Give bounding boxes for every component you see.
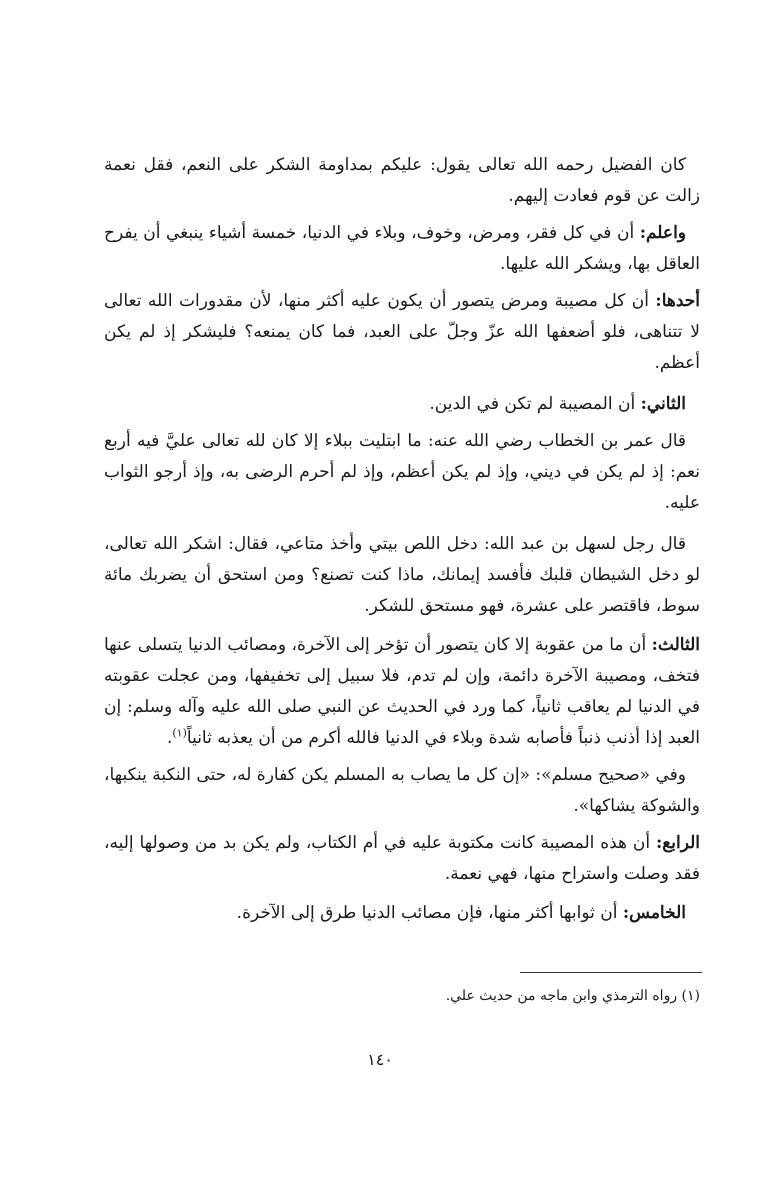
paragraph-text: أن ثوابها أكثر منها، فإن مصائب الدنيا طرق إلى الآخرة.	[236, 903, 623, 923]
paragraph-lead: أحدها:	[655, 291, 700, 311]
paragraph-text: قال عمر بن الخطاب رضي الله عنه: ما ابتليت ببلاء إلا كان لله تعالى عليَّ فيه أربع نعم: إذ لم يكن في ديني، وإذ لم يكن أعظم، وإذ لم أحرم الرضى به، وإذ أرجو الثواب عليه.	[104, 431, 700, 513]
paragraph-text: أن كل مصيبة ومرض يتصور أن يكون عليه أكثر منها، لأن مقدورات الله تعالى لا تتناهى، فلو أضعفها الله عزّ وجلّ على العبد، فما كان يمنعه؟ فليشكر إذ لم يكن أعظم.	[104, 291, 700, 373]
page-number: ١٤٠	[367, 1050, 393, 1069]
paragraph-fudayl	[104, 150, 700, 212]
paragraph-umar	[104, 426, 700, 519]
paragraph-muslim	[104, 760, 700, 822]
paragraph-third	[104, 630, 700, 754]
paragraph-lead: الثالث:	[651, 635, 700, 655]
paragraph-text: أن المصيبة لم تكن في الدين.	[429, 394, 641, 414]
paragraph-first	[104, 286, 700, 379]
footnote: (١) رواه الترمذي وابن ماجه من حديث علي.	[445, 988, 700, 1004]
paragraph-text: وفي «صحيح مسلم»: «إن كل ما يصاب به المسلم يكن كفارة له، حتى النكبة ينكبها، والشوكة يشاكها».	[104, 765, 700, 816]
paragraph-fourth	[104, 828, 700, 890]
paragraph-second	[104, 389, 700, 420]
paragraph-lead: الثاني:	[640, 394, 686, 414]
paragraph-text: أن هذه المصيبة كانت مكتوبة عليه في أم الكتاب، ولم يكن بد من وصولها إليه، فقد وصلت واستراح منها، فهي نعمة.	[104, 833, 700, 884]
footnote-divider	[520, 972, 702, 973]
footnote-marker: (١)	[172, 726, 187, 740]
paragraph-lead: واعلم:	[639, 223, 686, 243]
paragraph-know	[104, 218, 700, 280]
paragraph-text: أن ما من عقوبة إلا كان يتصور أن تؤخر إلى الآخرة، ومصائب الدنيا يتسلى عنها فتخف، ومصيبة الآخرة دائمة، وإن لم تدم، فلا سبيل إلى تخفيفها، ومن عجلت عقوبته في الدنيا لم يعاقب ثانياً، كما ورد في الحديث عن النبي صلى الله عليه وآله وسلم: إن العبد إذا أذنب ذنباً فأصابه شدة وبلاء في الدنيا فالله أكرم من أن يعذبه ثانياً	[104, 635, 700, 748]
paragraph-text: كان الفضيل رحمه الله تعالى يقول: عليكم بمداومة الشكر على النعم، فقل نعمة زالت عن قوم فعادت إليهم.	[104, 155, 700, 206]
paragraph-lead: الرابع:	[655, 833, 700, 853]
paragraph-fifth	[104, 898, 700, 929]
paragraph-sahl	[104, 529, 700, 622]
paragraph-lead: الخامس:	[622, 903, 686, 923]
page-body	[104, 150, 700, 935]
paragraph-text: أن في كل فقر، ومرض، وخوف، وبلاء في الدنيا، خمسة أشياء ينبغي أن يفرح العاقل بها، ويشكر الله عليها.	[104, 223, 700, 274]
paragraph-text: قال رجل لسهل بن عبد الله: دخل اللص بيتي وأخذ متاعي، فقال: اشكر الله تعالى، لو دخل الشيطان قلبك فأفسد إيمانك، ماذا كنت تصنع؟ ومن استحق أن يضربك مائة سوط، فاقتصر على عشرة، فهو مستحق للشكر.	[104, 534, 700, 616]
paragraph-tail: .	[166, 728, 173, 748]
